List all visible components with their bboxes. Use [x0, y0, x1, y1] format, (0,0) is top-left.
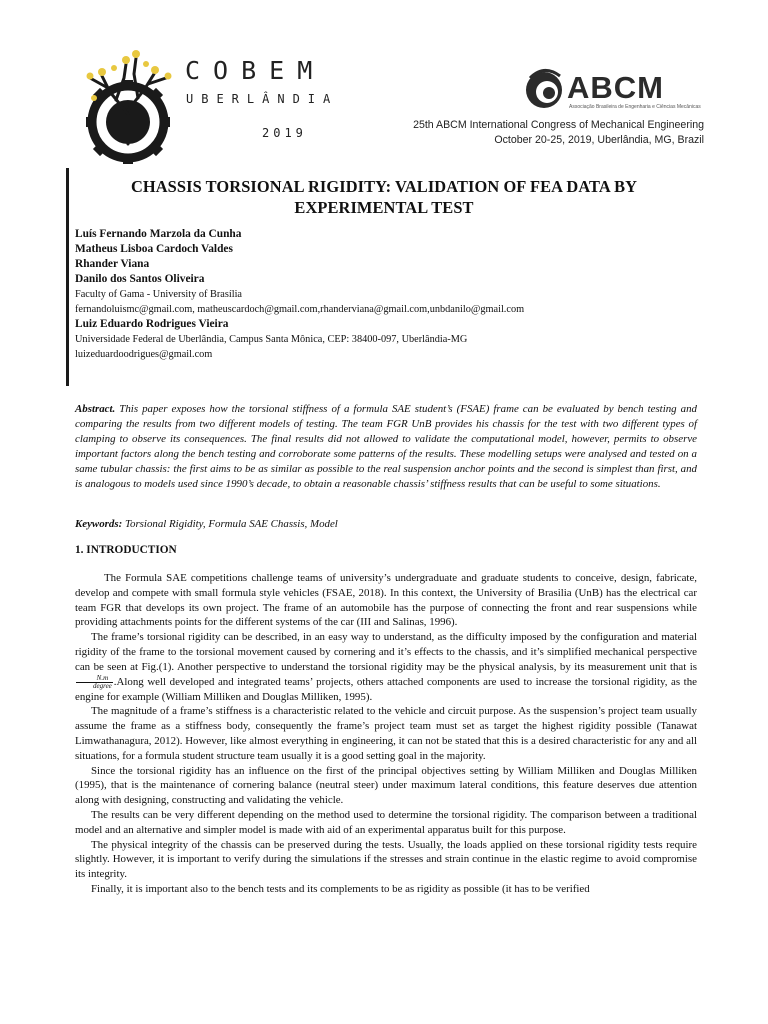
left-rule — [66, 168, 69, 386]
cobem-year: 2019 — [262, 126, 307, 140]
paragraph: Since the torsional rigidity has an influence on the first of the principal objectives setting by William Milliken and Douglas Milliken (1995), that is the maintenance of cornering balance (neutral steer) under maximum lateral conditions, this feature deserves due attention along with designing, constructing and validating the vehicle. — [75, 764, 697, 807]
paragraph-text: The frame’s torsional rigidity can be described, in an easy way to understand, as the difficulty imposed by the configuration and material rigidity of the frame to the torsional movement caused by cornering and it’s effects to the chassis, and it’s simplified mechanical perspective can be seen at Fig.(1). Another perspective to understand the torsional rigidity may be the physical analysis, by its measurement unit that is — [75, 631, 697, 673]
affiliation: Universidade Federal de Uberlândia, Campus Santa Mônica, CEP: 38400-097, Uberlândia-MG — [75, 334, 468, 345]
unit-denominator: degree — [93, 681, 112, 690]
paragraph: The magnitude of a frame’s stiffness is a characteristic related to the vehicle and circuit purpose. As the suspension’s project team usually assume the frame as a stiffness body, consequently the frame’s project team must set as target the highest rigidity possible (Tanawat Limwathanagura, 2012). However, like almost everything in engineering, it can not be stated that this is a desired characteristic for any and all situations, for a formula student structure team usually it is a good setting goal in the majority. — [75, 705, 697, 762]
paragraph: The results can be very different depending on the method used to determine the torsional rigidity. The comparison between a traditional model and an alternative and simpler model is made with aid of an experimental apparatus built for this purpose. — [75, 808, 697, 836]
abstract-text: This paper exposes how the torsional stiffness of a formula SAE student’s (FSAE) frame can be evaluated by bench testing and comparing the results from two different models of testing. The team FGR UnB provides his chassis for the test with two different types of clamping to observe its consequences. The final results did not allowed to validate the computational model, however, permits to observe important factors along the bench testing and corroborate some patterns of the results. These modelling setups were analysed and tested on a same tubular chassis: the first aims to be as similar as possible to the real suspension anchor points and the second is simplest than first, and is analogous to models used since 1990’s decade, to obtain a reasonable chassis’ stiffness results that can be useful to some situations. — [75, 403, 697, 490]
paragraph: The Formula SAE competitions challenge teams of university’s undergraduate and graduate students to conceive, design, fabricate, develop and compete with small formula style vehicles (FSAE, 2018). In this context, the University of Brasilia (UnB) has the electrical car team FGR that develops its own project. The frame of an automobile has the purpose of connecting the front and rear suspensions while providing attachments points for the different systems of the car (III and Salinas, 1996). — [75, 572, 697, 629]
paragraph — [75, 630, 697, 704]
author-emails: luizeduardoodrigues@gmail.com — [75, 349, 213, 360]
title-line-2: EXPERIMENTAL TEST — [294, 198, 474, 217]
unit-numerator: N.m — [76, 675, 113, 683]
congress-info — [413, 118, 704, 148]
author-block — [75, 227, 705, 362]
author-name: Rhander Viana — [75, 258, 150, 270]
title-line-1: CHASSIS TORSIONAL RIGIDITY: VALIDATION OF FEA DATA BY — [130, 177, 638, 196]
author-name: Matheus Lisboa Cardoch Valdes — [75, 243, 233, 255]
author-emails: fernandoluismc@gmail.com, matheuscardoch@gmail.com,rhanderviana@gmail.com,unbdanilo@gmail.com — [75, 304, 525, 315]
body-text — [75, 571, 697, 897]
paragraph-text: .Along well developed and integrated teams’ projects, others attached components are used to increase the torsional rigidity, as the engine for example (William Milliken and Douglas Milliken, 1995). — [75, 675, 697, 703]
author-name: Luiz Eduardo Rodrigues Vieira — [75, 318, 229, 330]
abcm-subtitle: Associação Brasileira de Engenharia e Ciências Mecânicas — [569, 104, 701, 110]
congress-date: October 20-25, 2019, Uberlândia, MG, Brazil — [494, 134, 704, 146]
paragraph: Finally, it is important also to the bench tests and its complements to be as rigidity as possible (it has to be verified — [91, 882, 590, 895]
section-heading: 1. INTRODUCTION — [75, 544, 177, 556]
author-name: Luís Fernando Marzola da Cunha — [75, 228, 242, 240]
abcm-logo — [522, 66, 702, 112]
keywords-text: Torsional Rigidity, Formula SAE Chassis, Model — [124, 518, 338, 530]
cobem-city: UBERLÂNDIA — [186, 92, 339, 106]
abcm-wordmark: ABCM — [567, 70, 664, 105]
keywords — [75, 518, 697, 530]
cobem-wordmark: COBEM — [185, 56, 326, 85]
affiliation: Faculty of Gama - University of Brasília — [75, 289, 242, 300]
unit-fraction — [76, 675, 113, 690]
abstract-label: Abstract. — [75, 403, 116, 415]
congress-name: 25th ABCM International Congress of Mechanical Engineering — [413, 119, 704, 131]
tree-gear-icon — [72, 48, 184, 166]
paper-title — [74, 176, 694, 218]
keywords-label: Keywords: — [75, 518, 123, 530]
abcm-swirl-icon — [522, 66, 566, 112]
paragraph: The physical integrity of the chassis can be preserved during the tests. Usually, the loads applied on these torsional rigidity tests require slightly. However, it is important to verify during the simulations if the stresses and strain continue in the elastic regime to avoid compromise its integrity. — [75, 838, 697, 881]
cobem-logo — [72, 46, 339, 166]
author-name: Danilo dos Santos Oliveira — [75, 273, 205, 285]
abstract — [75, 402, 697, 492]
